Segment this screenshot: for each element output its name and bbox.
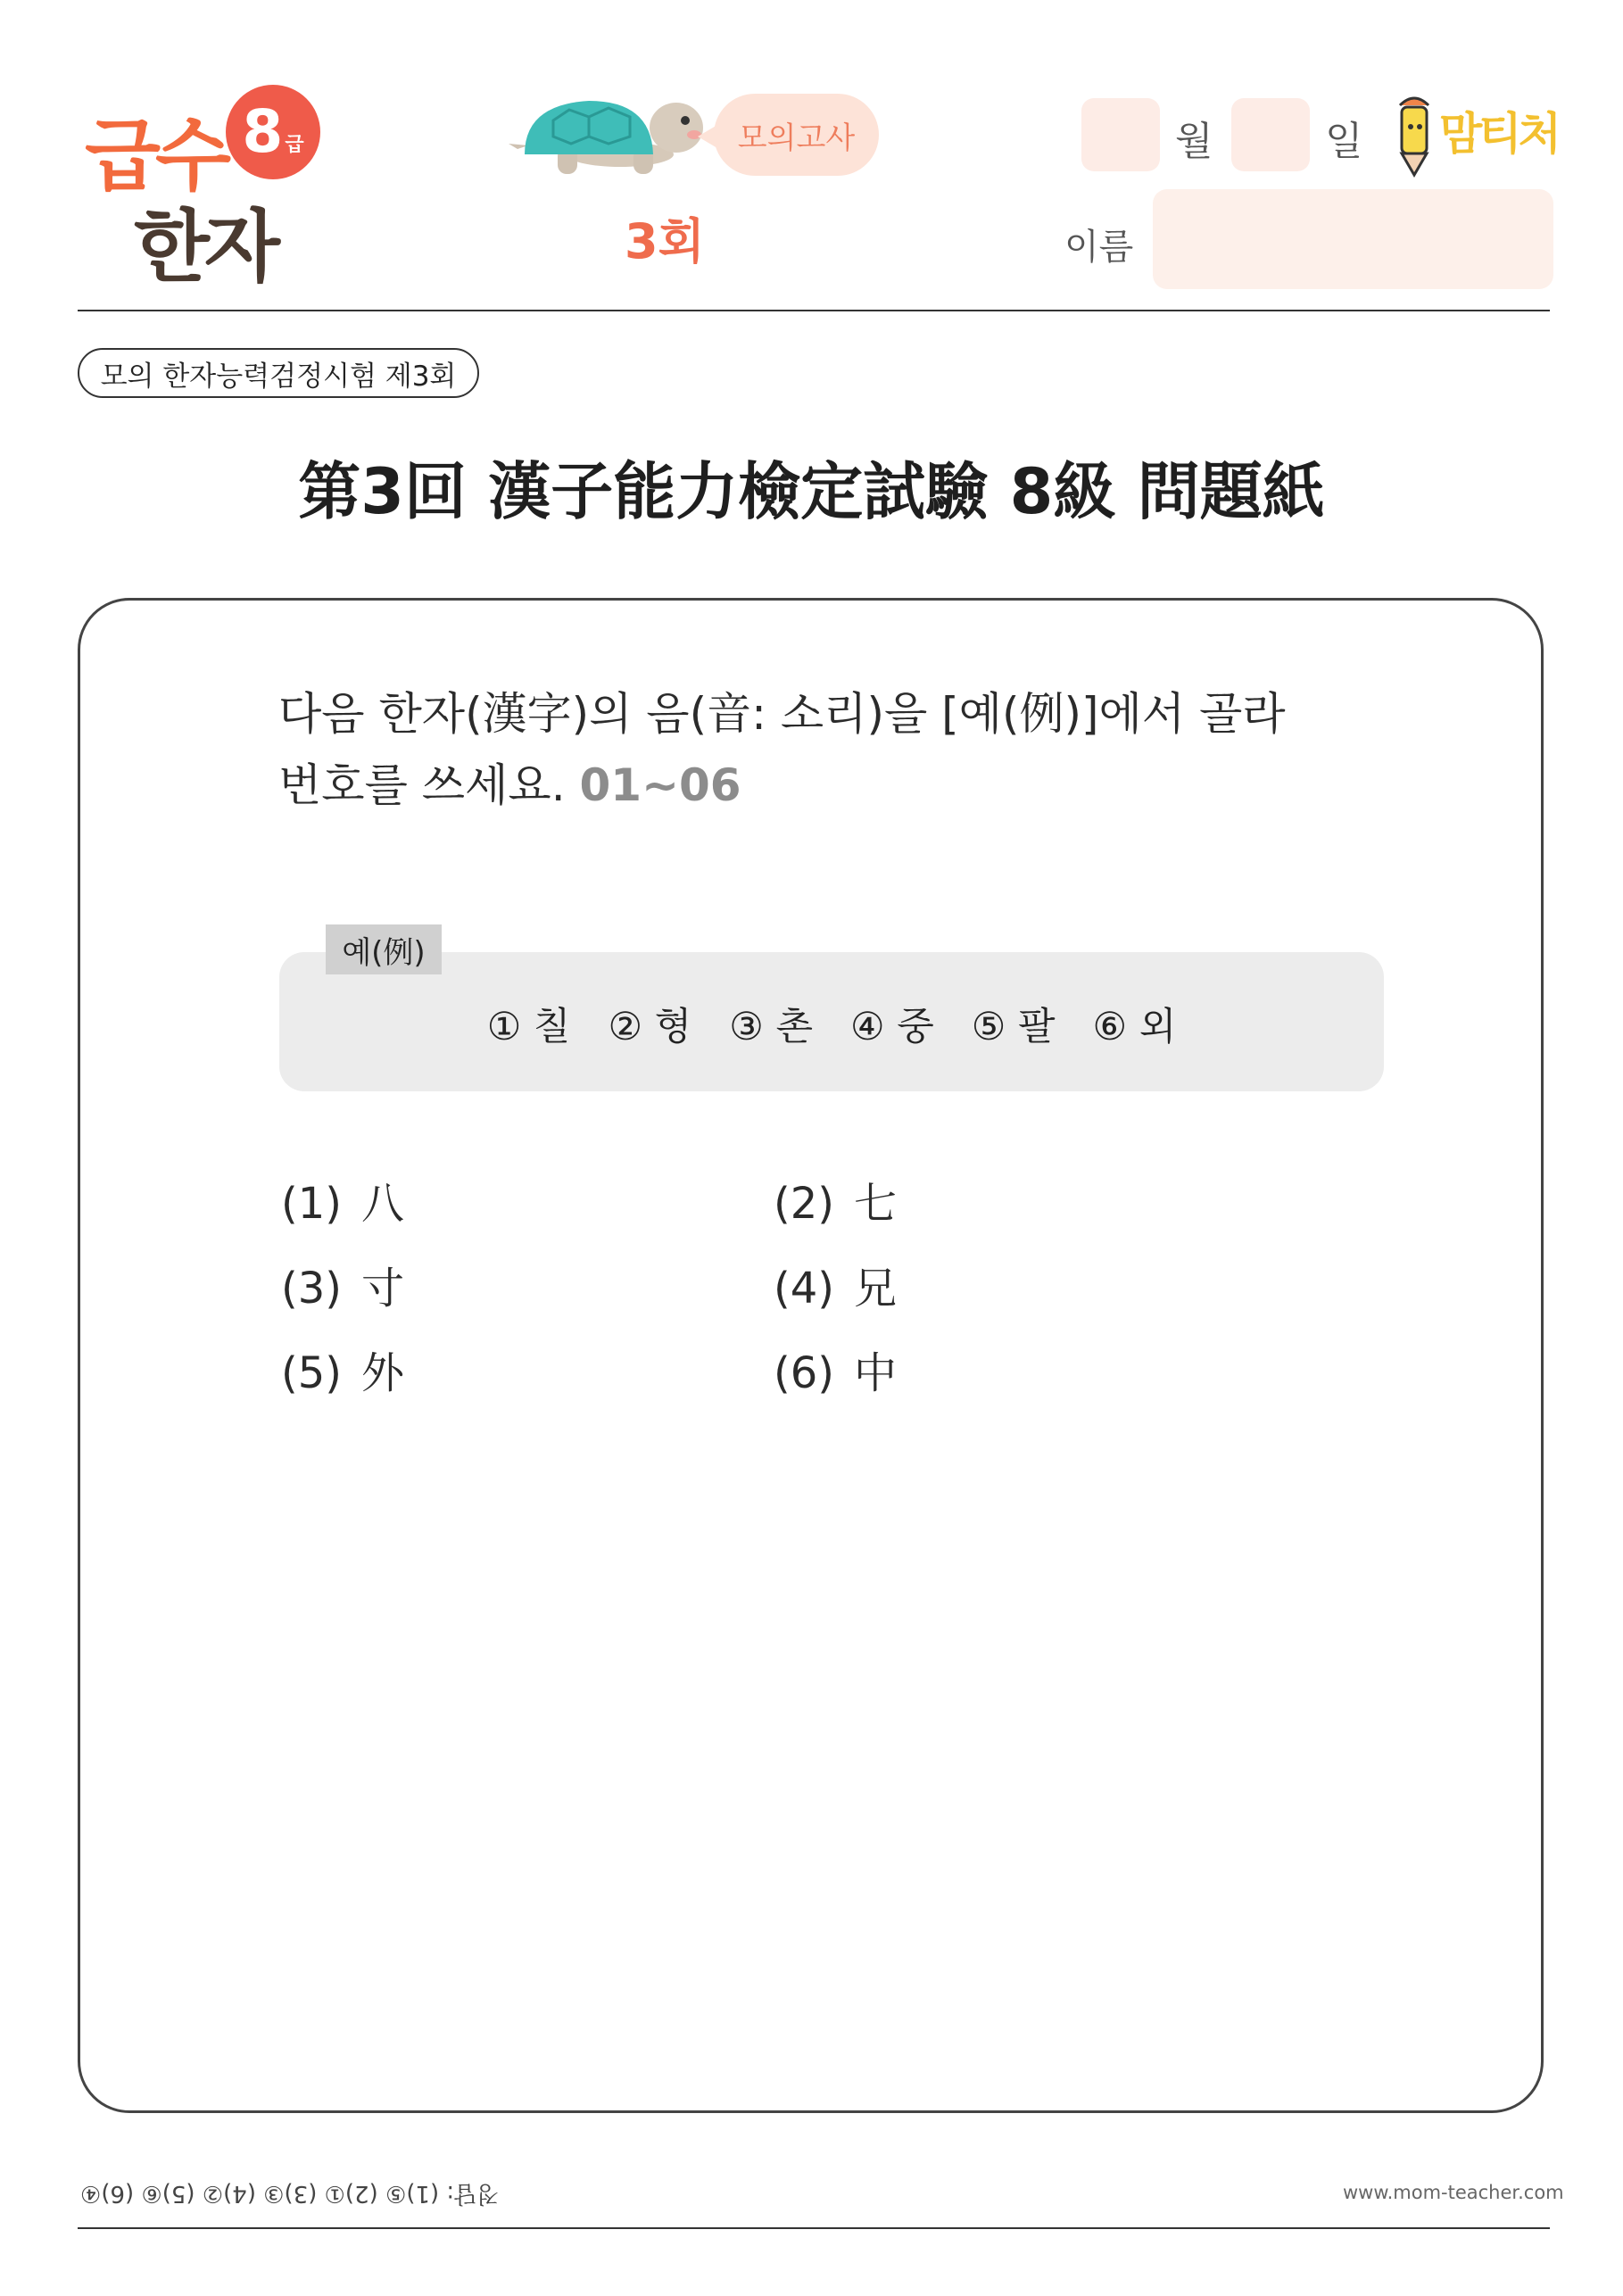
choice-3: ③ 촌 <box>729 1005 813 1049</box>
name-input[interactable] <box>1153 189 1553 289</box>
choice-list <box>279 997 1384 1051</box>
question-hanzi: 中 <box>854 1348 898 1398</box>
choice-2: ② 형 <box>608 1005 692 1049</box>
question-hanzi: 外 <box>361 1348 405 1398</box>
question-item <box>281 1339 404 1400</box>
question-hanzi: 兄 <box>854 1264 898 1314</box>
question-number: (2) <box>774 1179 834 1229</box>
brand-logo-line2: 한자 <box>134 201 276 293</box>
question-item <box>774 1339 897 1400</box>
instruction-line-2 <box>278 750 741 814</box>
exam-type-badge: 모의고사 <box>714 94 879 176</box>
mom-teacher-logo <box>1387 89 1566 178</box>
question-number: (1) <box>281 1179 342 1229</box>
question-hanzi: 寸 <box>361 1264 405 1314</box>
question-item <box>774 1254 897 1315</box>
question-hanzi: 七 <box>854 1179 898 1229</box>
header-divider <box>78 310 1550 311</box>
choice-4: ④ 중 <box>850 1005 934 1049</box>
name-label: 이름 <box>1064 227 1134 268</box>
question-item <box>281 1254 404 1315</box>
instruction-text: 번호를 쓰세요. <box>278 759 566 811</box>
answer-key: 정답: (1)⑤ (2)① (3)③ (4)② (5)⑥ (6)④ <box>80 2180 500 2207</box>
round-number: 3회 <box>625 213 705 269</box>
month-label: 월 <box>1175 119 1213 164</box>
day-label: 일 <box>1325 119 1363 164</box>
page-title: 第3回 漢子能力檢定試驗 8級 問題紙 <box>298 455 1325 528</box>
logo-text: 맘티처 <box>1439 108 1558 160</box>
example-label: 예(例) <box>326 924 442 974</box>
brand-logo <box>85 85 326 293</box>
choice-6: ⑥ 외 <box>1092 1005 1177 1049</box>
question-item <box>281 1169 404 1231</box>
footer-divider <box>78 2227 1550 2229</box>
choice-1: ① 칠 <box>486 1005 571 1049</box>
brand-logo-line1: 급수 <box>85 110 227 202</box>
question-number: (5) <box>281 1348 342 1398</box>
grade-badge-suffix: 급 <box>285 133 304 156</box>
day-input[interactable] <box>1231 98 1310 171</box>
choice-5: ⑤ 팔 <box>971 1005 1056 1049</box>
question-number: (6) <box>774 1348 834 1398</box>
grade-badge <box>226 85 320 179</box>
question-hanzi: 八 <box>361 1179 405 1229</box>
instruction-line-1: 다음 한자(漢字)의 음(音: 소리)을 [예(例)]에서 골라 <box>278 688 1286 740</box>
question-number: (3) <box>281 1264 342 1314</box>
question-number: (4) <box>774 1264 834 1314</box>
grade-badge-number: 8 <box>242 97 284 166</box>
question-range: 01~06 <box>579 759 741 811</box>
turtle-icon <box>500 85 723 187</box>
exam-subtitle-pill: 모의 한자능력검정시험 제3회 <box>78 348 479 398</box>
mom-teacher-logo-text <box>1439 98 1558 162</box>
month-input[interactable] <box>1081 98 1160 171</box>
website-url: www.mom-teacher.com <box>1343 2182 1564 2203</box>
pencil-mascot-icon <box>1387 89 1441 178</box>
question-item <box>774 1169 897 1231</box>
